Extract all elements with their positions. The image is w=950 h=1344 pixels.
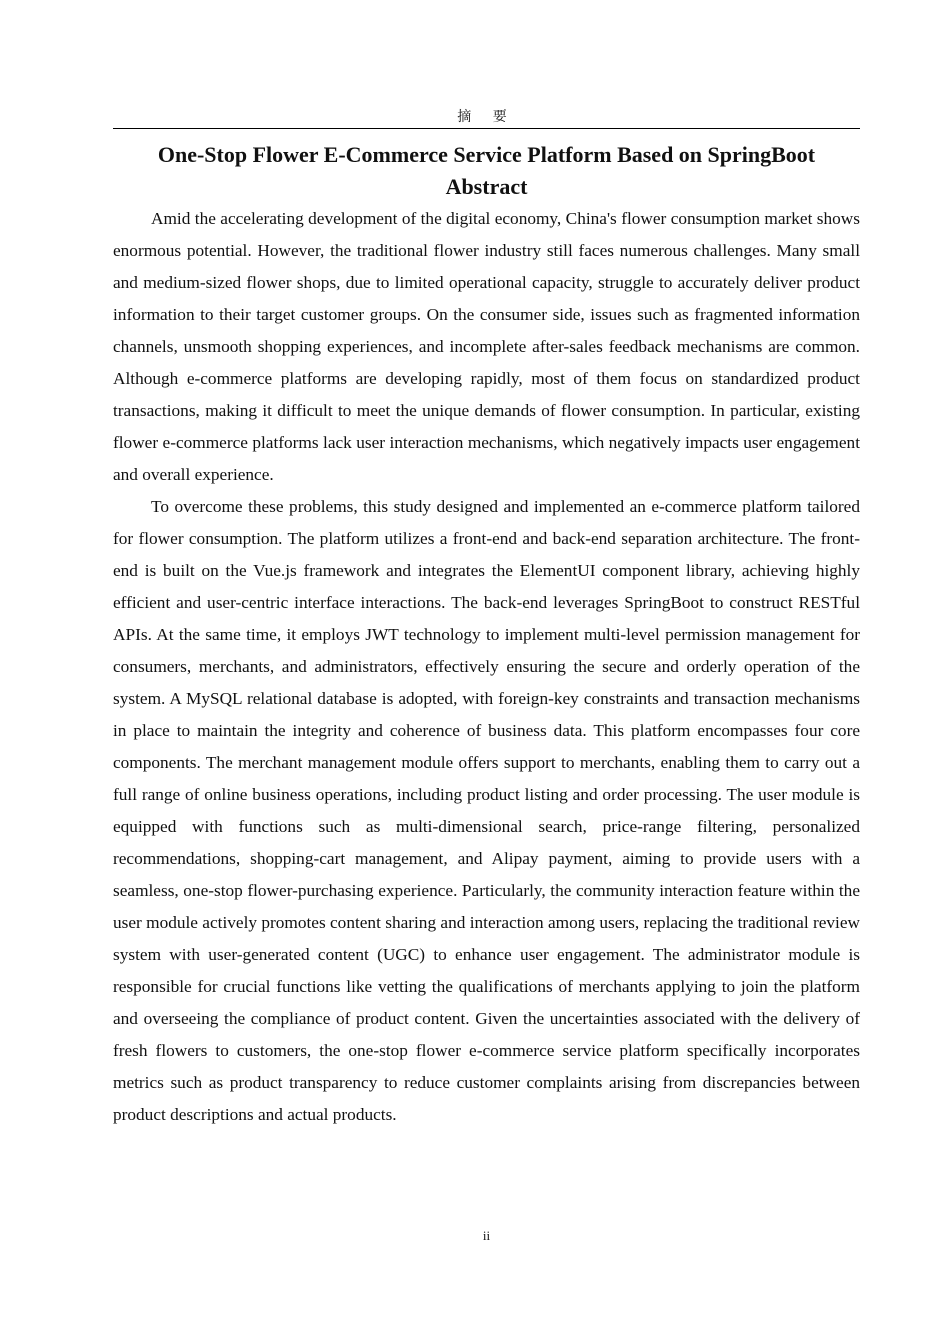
running-header: 摘 要 [457, 110, 516, 125]
page-number: ii [482, 1228, 491, 1243]
abstract-paragraph-1: Amid the accelerating development of the digital economy, China's flower consumption market shows enormous potential. However, the traditional flower industry still faces numerous challenges. Many small and medium-sized flower shops, due to limited operational capacity, struggle to accurately deliver product information to their target customer groups. On the consumer side, issues such as fragmented information channels, unsmooth shopping experiences, and incomplete after-sales feedback mechanisms are common. Although e-commerce platforms are developing rapidly, most of them focus on standardized product transactions, making it difficult to meet the unique demands of flower consumption. In particular, existing flower e-commerce platforms lack user interaction mechanisms, which negatively impacts user engagement and overall experience. [113, 209, 860, 484]
paper-title: One-Stop Flower E-Commerce Service Platform Based on SpringBoot [157, 142, 816, 167]
abstract-paragraph-2: To overcome these problems, this study designed and implemented an e-commerce platform tailored for flower consumption. The platform utilizes a front-end and back-end separation architecture. The front-end is built on the Vue.js framework and integrates the ElementUI component library, achieving highly efficient and user-centric interface interactions. The back-end leverages SpringBoot to construct RESTful APIs. At the same time, it employs JWT technology to implement multi-level permission management for consumers, merchants, and administrators, effectively ensuring the secure and orderly operation of the system. A MySQL relational database is adopted, with foreign-key constraints and transaction mechanisms in place to maintain the integrity and coherence of business data. This platform encompasses four core components. The merchant management module offers support to merchants, enabling them to carry out a full range of online business operations, including product listing and order processing. The user module is equipped with functions such as multi-dimensional search, price-range filtering, personalized recommendations, shopping-cart management, and Alipay payment, aiming to provide users with a seamless, one-stop flower-purchasing experience. Particularly, the community interaction feature within the user module actively promotes content sharing and interaction among users, replacing the traditional review system with user-generated content (UGC) to enhance user engagement. The administrator module is responsible for crucial functions like vetting the qualifications of merchants applying to join the platform and overseeing the compliance of product content. Given the uncertainties associated with the delivery of fresh flowers to customers, the one-stop flower e-commerce service platform specifically incorporates metrics such as product transparency to reduce customer complaints arising from discrepancies between product descriptions and actual products. [113, 497, 860, 1124]
section-heading-abstract: Abstract [445, 174, 528, 199]
abstract-body [113, 203, 860, 1131]
header-rule [113, 128, 860, 129]
